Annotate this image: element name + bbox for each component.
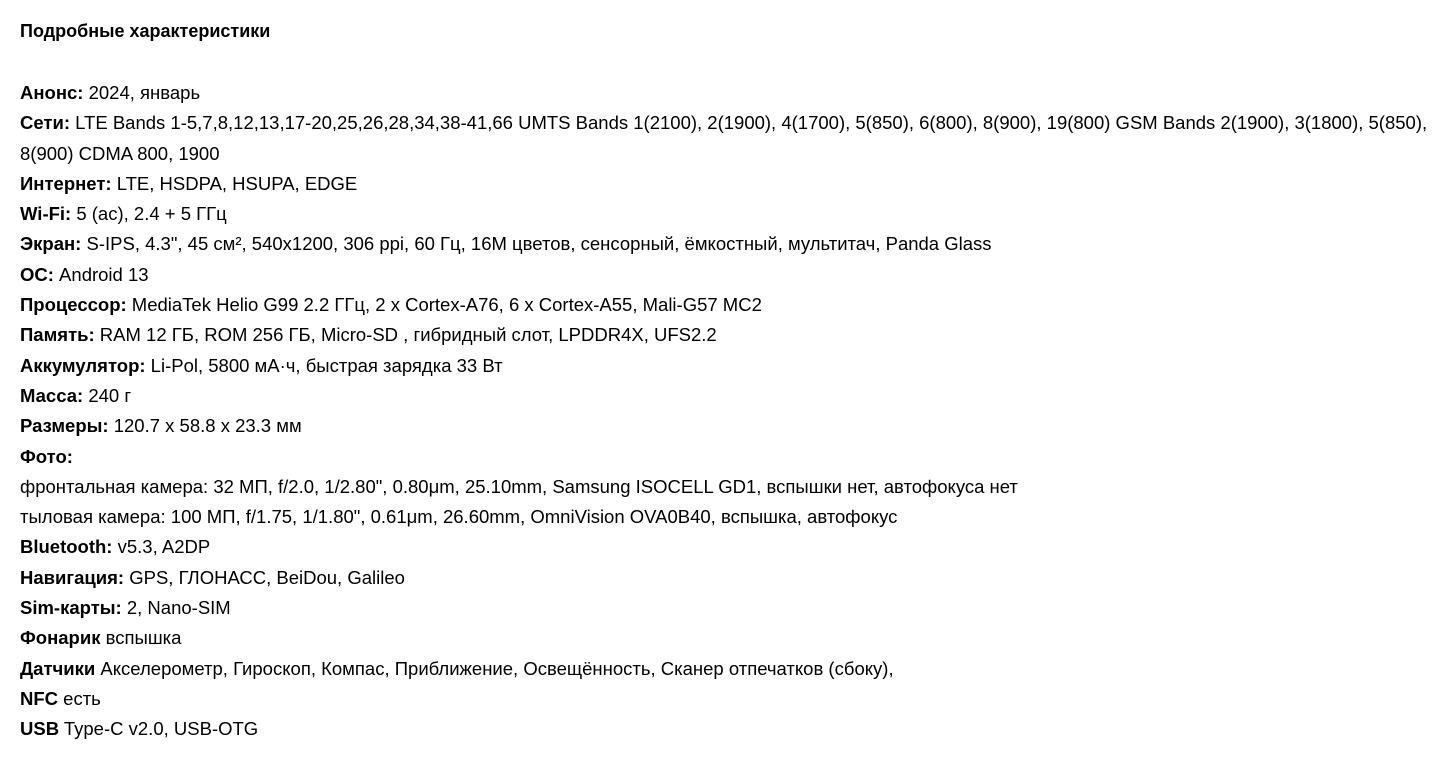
spec-list <box>20 78 1436 745</box>
spec-value: LTE, HSDPA, HSUPA, EDGE <box>111 172 358 194</box>
spec-row-battery <box>20 351 1436 381</box>
spec-value: 2, Nano-SIM <box>121 597 231 619</box>
spec-label: Память: <box>20 324 95 346</box>
spec-row-photo <box>20 442 1436 472</box>
spec-label: Sim-карты: <box>20 597 122 619</box>
page-title: Подробные характеристики <box>20 21 271 41</box>
spec-document <box>20 18 1436 745</box>
spec-label: USB <box>20 718 60 740</box>
front-camera-line: фронтальная камера: 32 МП, f/2.0, 1/2.80", 0.80μm, 25.10mm, Samsung ISOCELL GD1, вспышки нет, автофокуса нет <box>20 475 1018 497</box>
spec-row-sensors <box>20 654 1436 684</box>
spec-label: Фонарик <box>20 627 101 649</box>
spec-label: Wi-Fi: <box>20 203 72 225</box>
spec-value: 240 г <box>83 384 132 406</box>
spec-value: есть <box>58 687 101 709</box>
spec-label: Процессор: <box>20 294 127 316</box>
spec-value: GPS, ГЛОНАСС, BeiDou, Galileo <box>124 566 405 588</box>
spec-label: Экран: <box>20 233 82 255</box>
spec-value: S-IPS, 4.3", 45 см², 540x1200, 306 ppi, 60 Гц, 16M цветов, сенсорный, ёмкостный, мультитач, Panda Glass <box>81 233 992 255</box>
spec-row-bluetooth <box>20 532 1436 562</box>
spec-label: Интернет: <box>20 172 112 194</box>
spec-value: Type-C v2.0, USB-OTG <box>59 718 259 740</box>
spec-row-announce <box>20 78 1436 108</box>
spec-value: 5 (ac), 2.4 + 5 ГГц <box>71 203 227 225</box>
spec-row-networks <box>20 108 1436 169</box>
spec-value: Li-Pol, 5800 мА·ч, быстрая зарядка 33 Вт <box>145 354 503 376</box>
spec-value: LTE Bands 1-5,7,8,12,13,17-20,25,26,28,34,38-41,66 UMTS Bands 1(2100), 2(1900), 4(1700), 5(850), 6(800), 8(900), 19(800) GSM Bands 2(1900), 3(1800), 5(850), 8(900) CDMA 800, 1900 <box>20 112 1428 164</box>
spec-label: NFC <box>20 687 59 709</box>
spec-row-navigation <box>20 563 1436 593</box>
spec-label: Размеры: <box>20 415 109 437</box>
spec-row-cpu <box>20 290 1436 320</box>
spec-label: Сети: <box>20 112 70 134</box>
spec-label: Навигация: <box>20 566 125 588</box>
spec-row-wifi <box>20 199 1436 229</box>
spec-value: v5.3, A2DP <box>112 536 211 558</box>
spec-row-memory <box>20 320 1436 350</box>
spec-value: 2024, январь <box>83 82 201 103</box>
spec-label: Фото: <box>20 445 73 467</box>
spec-value: Android 13 <box>53 263 149 285</box>
spec-row-usb <box>20 714 1436 744</box>
spec-row-flashlight <box>20 623 1436 653</box>
spec-label: Масса: <box>20 384 84 406</box>
spec-label: ОС: <box>20 263 54 285</box>
spec-label: Анонс: <box>20 82 84 103</box>
spec-row-weight <box>20 381 1436 411</box>
spec-label: Аккумулятор: <box>20 354 146 376</box>
spec-row-os <box>20 260 1436 290</box>
spec-value: Акселерометр, Гироскоп, Компас, Приближение, Освещённость, Сканер отпечатков (сбоку), <box>95 657 894 679</box>
spec-value: RAM 12 ГБ, ROM 256 ГБ, Micro-SD , гибридный слот, LPDDR4X, UFS2.2 <box>94 324 717 346</box>
spec-row-internet <box>20 169 1436 199</box>
spec-label: Bluetooth: <box>20 536 113 558</box>
spec-label: Датчики <box>20 657 96 679</box>
rear-camera-line: тыловая камера: 100 МП, f/1.75, 1/1.80", 0.61μm, 26.60mm, OmniVision OVA0B40, вспышка, автофокус <box>20 506 898 528</box>
spec-row-nfc <box>20 684 1436 714</box>
spec-value: вспышка <box>100 627 182 649</box>
spec-value: MediaTek Helio G99 2.2 ГГц, 2 x Cortex-A76, 6 x Cortex-A55, Mali-G57 MC2 <box>126 294 762 316</box>
spec-value: 120.7 x 58.8 x 23.3 мм <box>108 415 302 437</box>
spec-row-dimensions <box>20 411 1436 441</box>
spec-row-screen <box>20 229 1436 259</box>
spec-row-sim <box>20 593 1436 623</box>
